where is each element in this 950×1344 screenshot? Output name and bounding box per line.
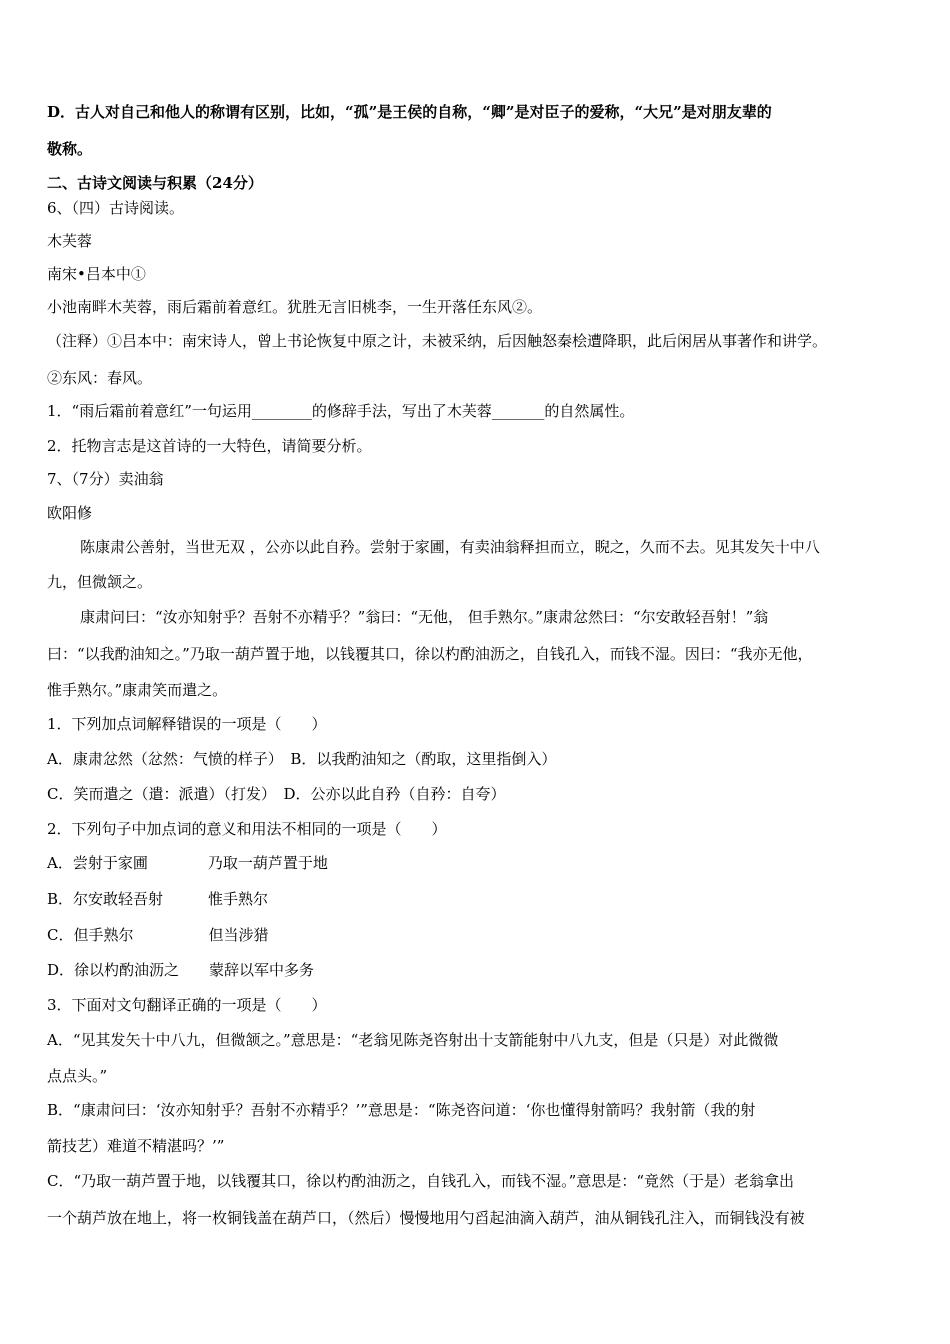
q7-question-2: 2．下列句子中加点词的意义和用法不相同的一项是（ ） — [47, 820, 447, 838]
q7-q2-option-c: C．但手熟尔 但当涉猎 — [47, 926, 269, 944]
q7-q3-option-b-line-2: 箭技艺）难道不精湛吗？’” — [47, 1137, 225, 1155]
q7-question-3: 3．下面对文句翻译正确的一项是（ ） — [47, 996, 327, 1014]
passage-para-2-line-1: 康肃问曰：“汝亦知射乎？吾射不亦精乎？”翁曰：“无他， 但手熟尔。”康肃忿然曰：“尔安敢轻吾射！”翁 — [80, 608, 769, 626]
essay-author: 欧阳修 — [47, 504, 93, 522]
poem-text: 小池南畔木芙蓉，雨后霜前着意红。犹胜无言旧桃李，一生开落任东风②。 — [47, 298, 543, 316]
option-d-line-2: 敬称。 — [47, 140, 93, 158]
passage-para-2-line-3: 惟手熟尔。”康肃笑而遣之。 — [47, 681, 228, 699]
poem-question-2: 2．托物言志是这首诗的一大特色，请简要分析。 — [47, 437, 372, 455]
q7-q2-option-b: B．尔安敢轻吾射 惟手熟尔 — [47, 890, 269, 908]
section-heading: 二、古诗文阅读与积累（24分） — [47, 174, 263, 192]
poem-note-1: （注释）①吕本中：南宋诗人，曾上书论恢复中原之计，未被采纳，后因触怒秦桧遭降职，此后闲居从事著作和讲学。 — [47, 332, 828, 350]
passage-para-1-line-1: 陈康肃公善射，当世无双 ，公亦以此自矜。尝射于家圃，有卖油翁释担而立，睨之，久而不去。见其发矢十中八 — [80, 538, 820, 556]
poem-title: 木芙蓉 — [47, 232, 93, 250]
question-7-title: 7、（7分）卖油翁 — [47, 470, 164, 488]
q7-q1-options-cd: C．笑而遣之（遣：派遣）（打发） D．公亦以此自矜（自矜：自夸） — [47, 785, 506, 803]
q7-q3-option-a-line-2: 点点头。” — [47, 1067, 108, 1085]
q7-q1-options-ab: A．康肃忿然（忿然：气愤的样子） B．以我酌油知之（酌取，这里指倒入） — [47, 750, 557, 768]
poem-author: 南宋•吕本中① — [47, 265, 146, 283]
poem-question-1: 1．“雨后霜前着意红”一句运用________的修辞手法，写出了木芙蓉_______的自然属性。 — [47, 402, 635, 420]
poem-note-2: ②东风：春风。 — [47, 369, 153, 387]
q7-q3-option-c-line-2: 一个葫芦放在地上，将一枚铜钱盖在葫芦口，（然后）慢慢地用勺舀起油滴入葫芦，油从铜钱孔注入，而铜钱没有被 — [47, 1209, 805, 1227]
q7-q3-option-a-line-1: A．“见其发矢十中八九，但微颔之。”意思是：“老翁见陈尧咨射出十支箭能射中八九支，但是（只是）对此微微 — [47, 1031, 779, 1049]
q7-question-1: 1．下列加点词解释错误的一项是（ ） — [47, 715, 327, 733]
question-6-title: 6、（四）古诗阅读。 — [47, 199, 185, 217]
q7-q3-option-c-line-1: C．“乃取一葫芦置于地，以钱覆其口，徐以杓酌油沥之，自钱孔入，而钱不湿。”意思是：“竟然（于是）老翁拿出 — [47, 1172, 794, 1190]
passage-para-1-line-2: 九，但微颔之。 — [47, 573, 153, 591]
q7-q3-option-b-line-1: B．“康肃问曰：‘汝亦知射乎？吾射不亦精乎？’”意思是：“陈尧咨问道：‘你也懂得射箭吗？我射箭（我的射 — [47, 1101, 756, 1119]
passage-para-2-line-2: 曰：“以我酌油知之。”乃取一葫芦置于地，以钱覆其口，徐以杓酌油沥之，自钱孔入，而钱不湿。因曰：“我亦无他， — [47, 645, 813, 663]
q7-q2-option-a: A．尝射于家圃 乃取一葫芦置于地 — [47, 854, 328, 872]
q7-q2-option-d: D．徐以杓酌油沥之 蒙辞以军中多务 — [47, 961, 315, 979]
option-d-line-1: D．古人对自己和他人的称谓有区别，比如，“孤”是王侯的自称，“卿”是对臣子的爱称，“大兄”是对朋友辈的 — [47, 103, 772, 121]
